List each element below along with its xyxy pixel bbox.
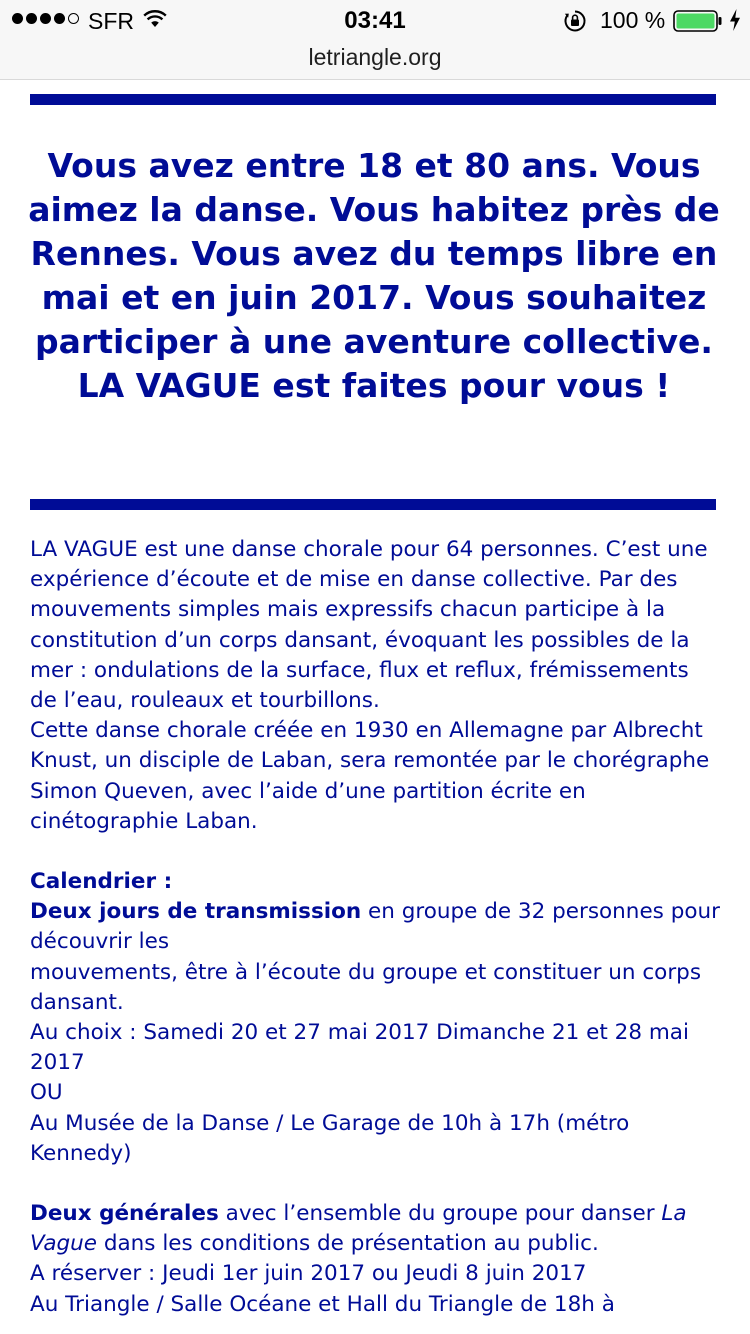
battery-percentage: 100 % bbox=[600, 7, 666, 33]
status-bar bbox=[0, 0, 750, 40]
article-body bbox=[30, 535, 720, 1320]
page-headline: Vous avez entre 18 et 80 ans. Vous aimez la danse. Vous habitez près de Rennes. Vous avez du temps libre en mai et en juin 2017. Vous souhaitez participer à une aventure collective. LA VAGUE est faites pour vous ! bbox=[28, 146, 720, 405]
orientation-lock-icon bbox=[563, 9, 587, 38]
carrier-name: SFR bbox=[88, 8, 134, 34]
charging-icon bbox=[728, 8, 742, 37]
clock: 03:41 bbox=[344, 7, 406, 34]
bottom-divider bbox=[30, 499, 716, 510]
rehearsals-location: Au Triangle / Salle Océane et Hall du Triangle de 18h à bbox=[30, 1291, 615, 1317]
rehearsals-paragraph bbox=[30, 1199, 720, 1259]
history-paragraph: Cette danse chorale créée en 1930 en Allemagne par Albrecht Knust, un disciple de Laban, sera remontée par le chorégraphe Simon Queven, avec l’aide d’une partition écrite en cinétographie Laban. bbox=[30, 718, 710, 834]
rehearsals-text-2: dans les conditions de présentation au public. bbox=[97, 1231, 599, 1257]
calendar-heading: Calendrier : bbox=[30, 869, 173, 895]
rehearsals-booking: A réserver : Jeudi 1er juin 2017 ou Jeudi 8 juin 2017 bbox=[30, 1261, 587, 1287]
top-divider bbox=[30, 94, 716, 105]
transmission-location: Au Musée de la Danse / Le Garage de 10h à 17h (métro Kennedy) bbox=[30, 1110, 630, 1166]
rehearsals-text-1: avec l’ensemble du groupe pour danser bbox=[218, 1201, 662, 1227]
url-text[interactable]: letriangle.org bbox=[308, 44, 442, 70]
transmission-choice: Au choix : Samedi 20 et 27 mai 2017 Dimanche 21 et 28 mai 2017 bbox=[30, 1020, 689, 1076]
transmission-title: Deux jours de transmission bbox=[30, 899, 362, 925]
battery-icon bbox=[673, 10, 723, 37]
address-bar[interactable] bbox=[0, 40, 750, 80]
transmission-or: OU bbox=[30, 1080, 63, 1106]
rehearsals-work-title: La Vague bbox=[30, 1201, 687, 1257]
transmission-paragraph bbox=[30, 897, 720, 957]
transmission-text: en groupe de 32 personnes pour découvrir les bbox=[30, 899, 720, 955]
transmission-text-line2: mouvements, être à l’écoute du groupe et constituer un corps dansant. bbox=[30, 959, 702, 1015]
rehearsals-title: Deux générales bbox=[30, 1201, 219, 1227]
intro-paragraph: LA VAGUE est une danse chorale pour 64 personnes. C’est une expérience d’écoute et de mise en danse collective. Par des mouvements simples mais expressifs chacun participe à la constitution d’un corps dansant, évoquant les possibles de la mer : ondulations de la surface, flux et reflux, frémissements de l’eau, rouleaux et tourbillons. bbox=[30, 537, 708, 714]
